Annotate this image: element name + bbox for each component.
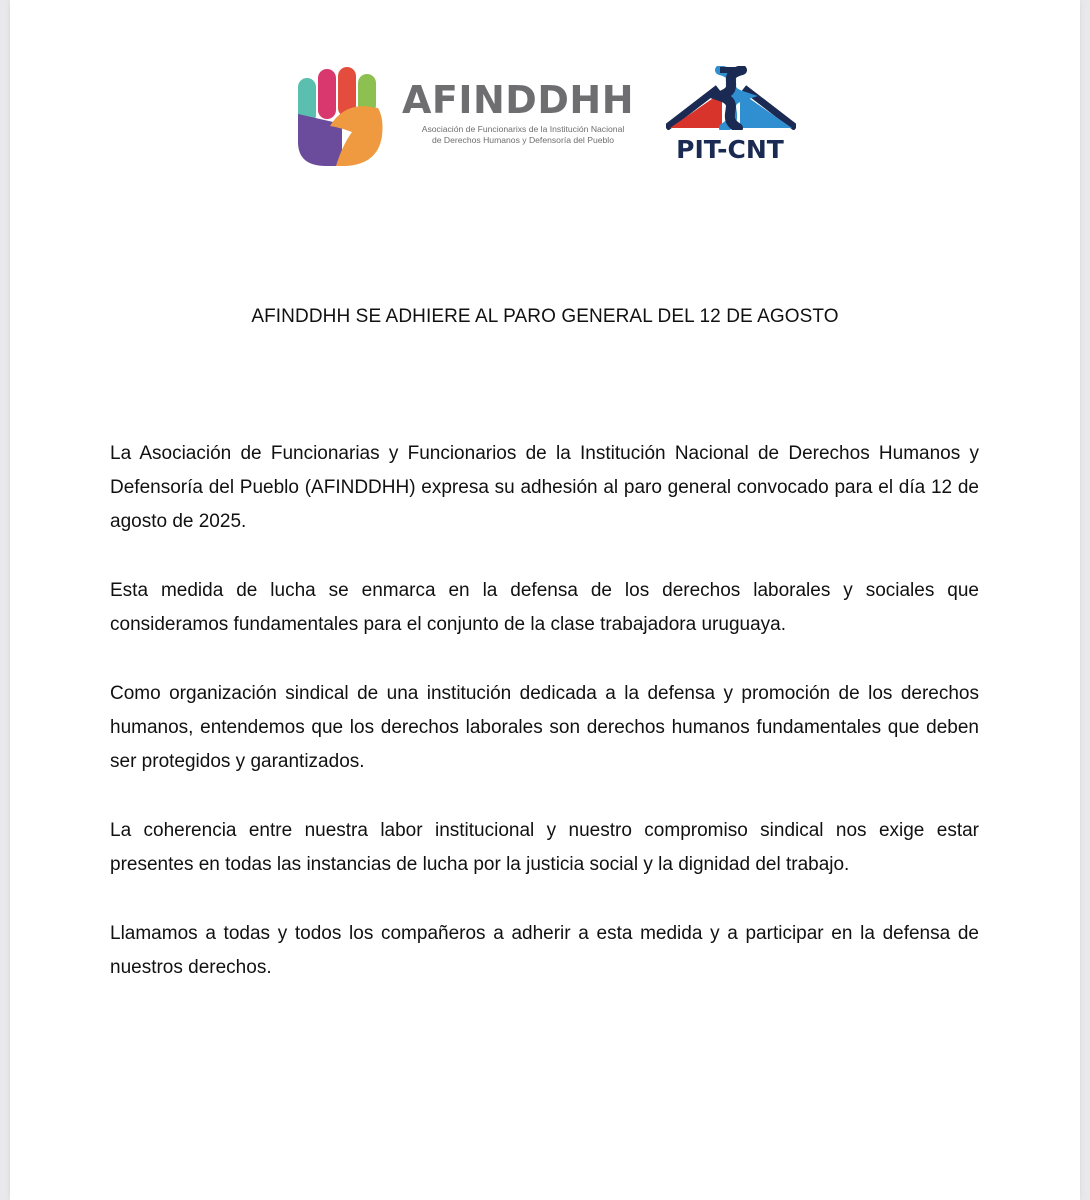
paragraph: La Asociación de Funcionarias y Funcionarios de la Institución Nacional de Derechos Humanos y Defensoría del Pueblo (AFINDDHH) expresa su adhesión al paro general convocado para el día 12 de agosto de 2025. <box>110 443 979 532</box>
afinddhh-subtitle-line1: Asociación de Funcionarixs de la Institución Nacional <box>421 124 625 134</box>
raised-fist-icon <box>296 66 386 166</box>
afinddhh-logo-name: AFINDDHH <box>402 78 634 122</box>
pitcnt-logo-name: PIT-CNT <box>676 135 784 164</box>
afinddhh-logo <box>296 62 641 172</box>
paragraph: Como organización sindical de una institución dedicada a la defensa y promoción de los derechos humanos, entendemos que los derechos laborales son derechos humanos fundamentales que deben ser protegidos y garantizados. <box>110 683 979 772</box>
paragraph: Esta medida de lucha se enmarca en la defensa de los derechos laborales y sociales que consideramos fundamentales para el conjunto de la clase trabajadora uruguaya. <box>110 580 979 635</box>
afinddhh-subtitle-line2: de Derechos Humanos y Defensoría del Pueblo <box>431 135 614 145</box>
document-title: AFINDDHH SE ADHIERE AL PARO GENERAL DEL 12 DE AGOSTO <box>251 306 839 327</box>
twisted-rope-icon <box>666 66 796 130</box>
document-page <box>10 0 1080 1200</box>
document-body <box>110 437 979 1020</box>
paragraph: Llamamos a todas y todos los compañeros a adherir a esta medida y a participar en la defensa de nuestros derechos. <box>110 923 979 978</box>
afinddhh-logo-subtitle <box>403 124 643 146</box>
pitcnt-logo <box>664 66 802 172</box>
paragraph: La coherencia entre nuestra labor institucional y nuestro compromiso sindical nos exige estar presentes en todas las instancias de lucha por la justicia social y la dignidad del trabajo. <box>110 820 979 875</box>
